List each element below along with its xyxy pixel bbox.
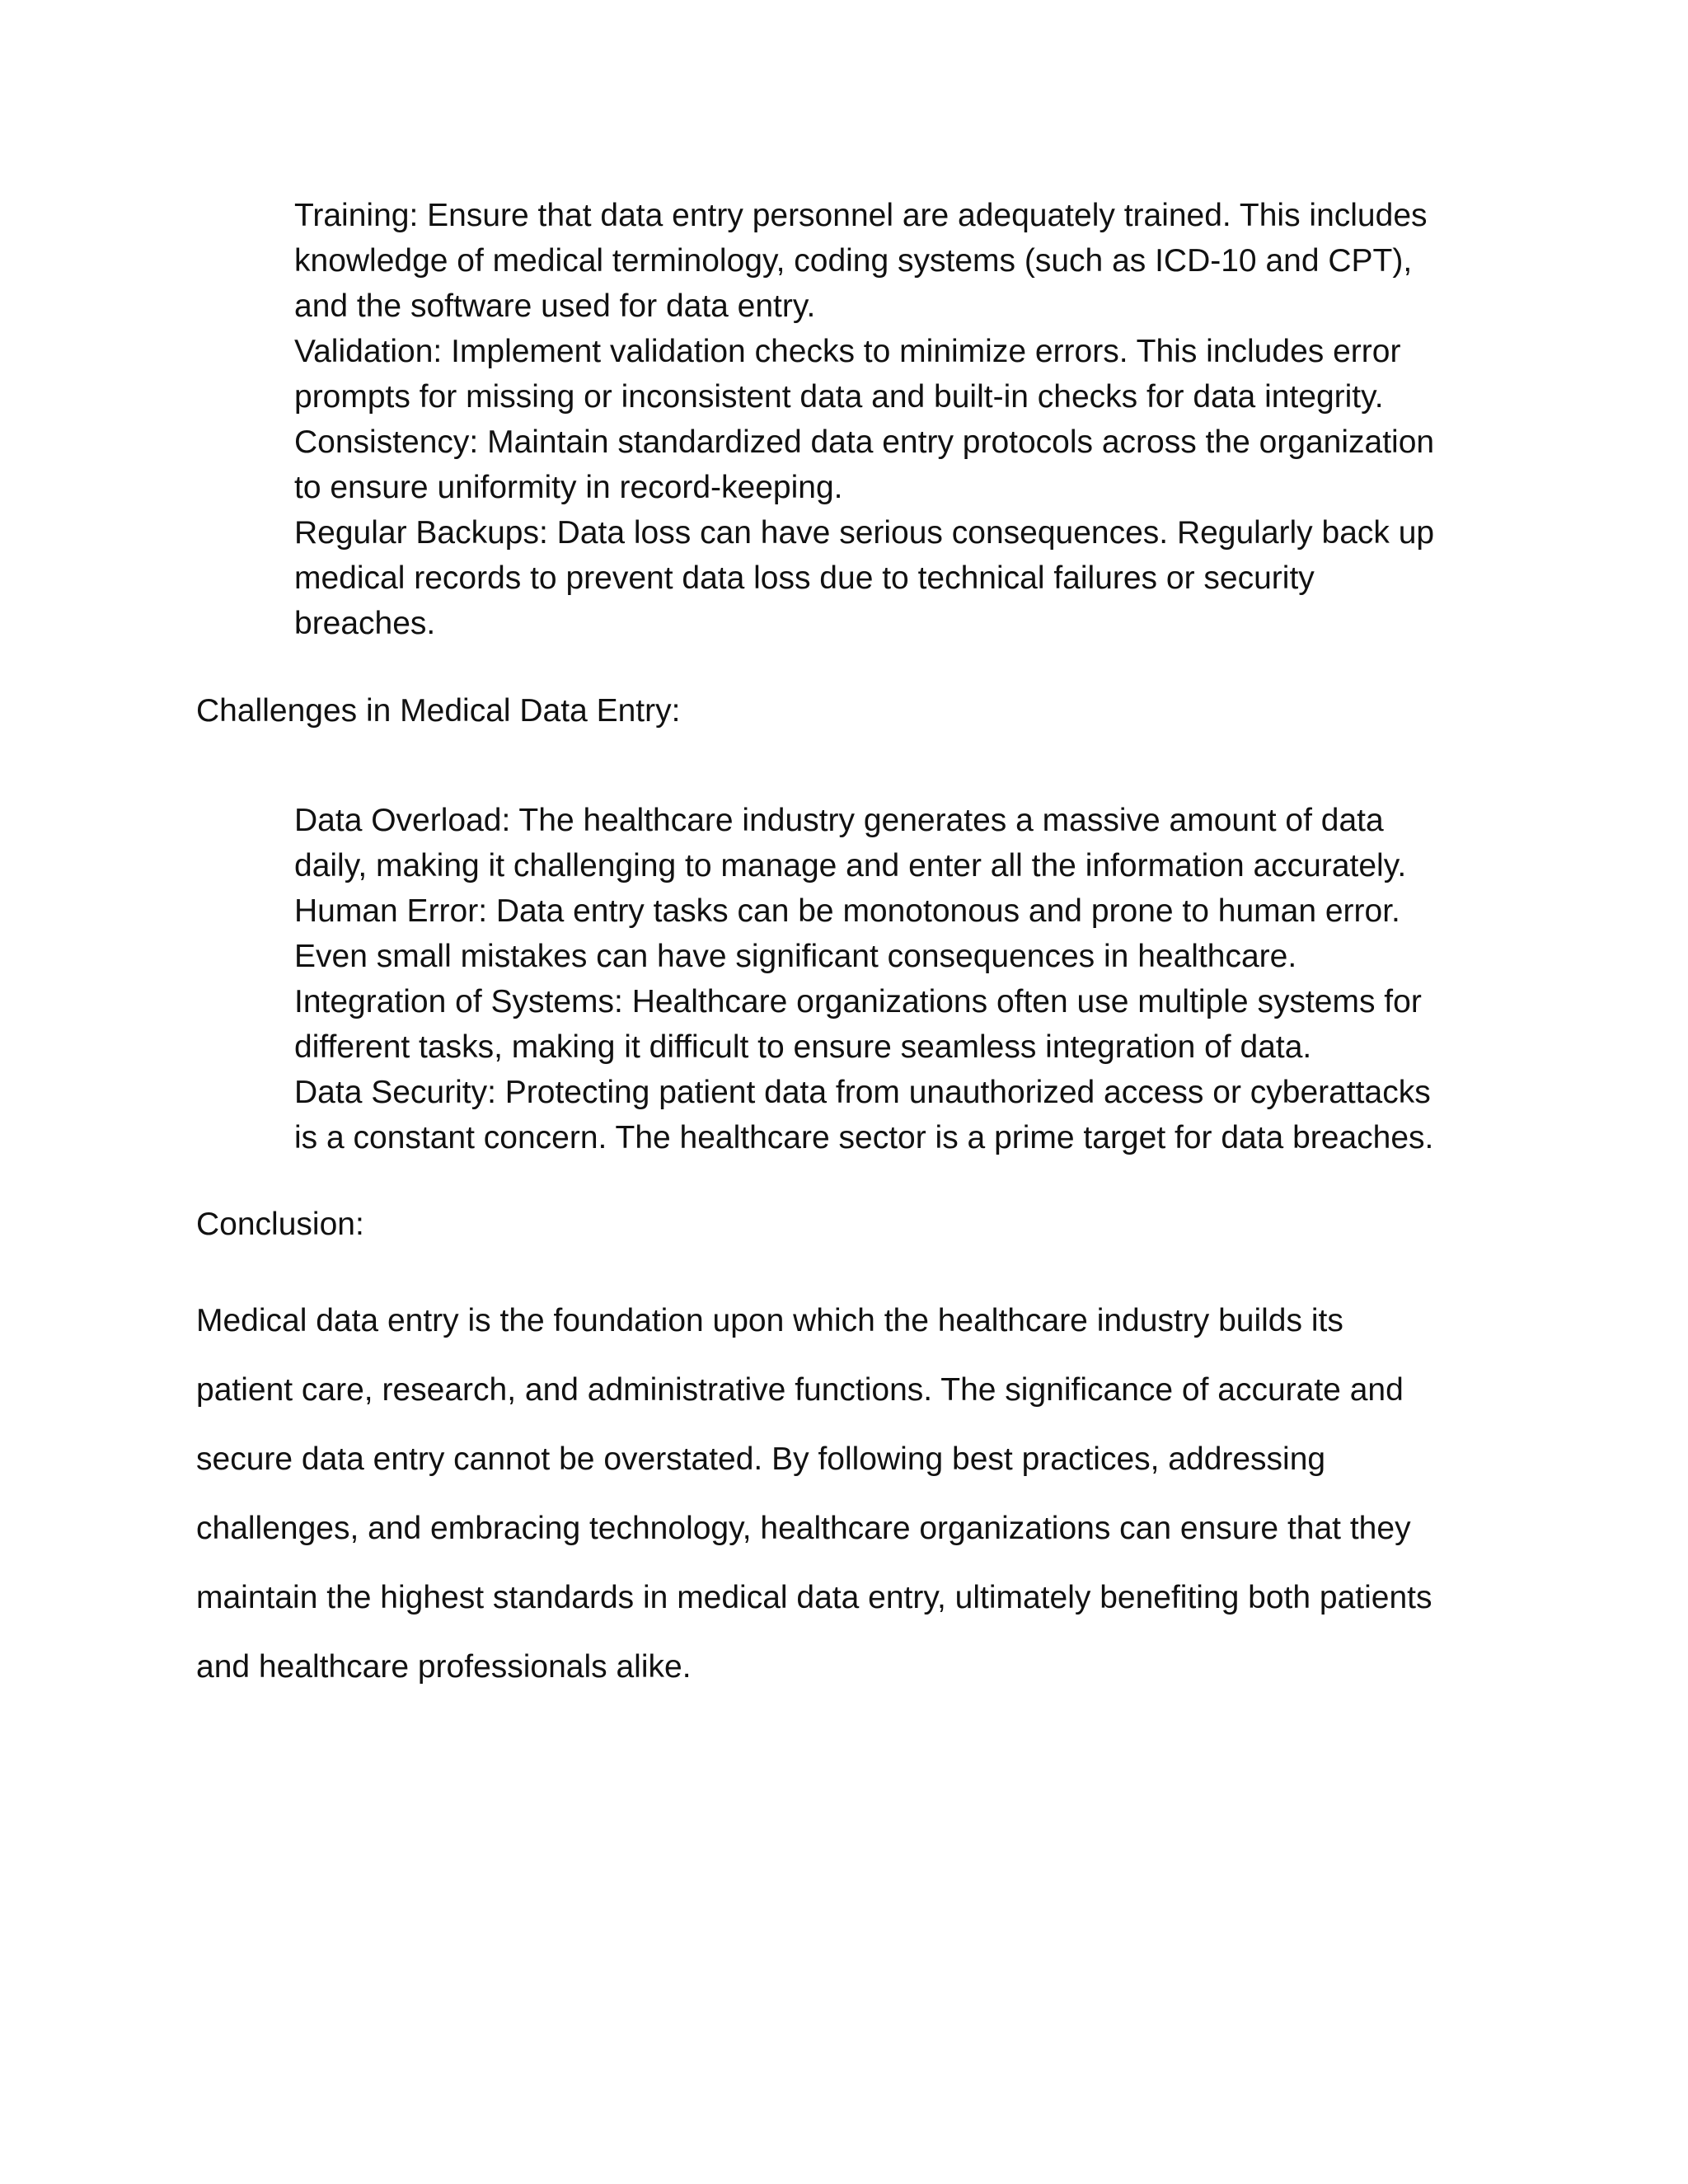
best-practices-list [294, 193, 1498, 646]
text-line: Human Error: Data entry tasks can be monotonous and prone to human error. [294, 893, 1400, 929]
text-line: is a constant concern. The healthcare sector is a prime target for data breaches. [294, 1120, 1434, 1155]
text-line: Regular Backups: Data loss can have serious consequences. Regularly back up [294, 515, 1435, 551]
list-item-data-security [294, 1070, 1498, 1160]
text-line: Validation: Implement validation checks to minimize errors. This includes error [294, 334, 1401, 369]
text-line: medical records to prevent data loss due to technical failures or security [294, 560, 1315, 596]
list-item-consistency [294, 419, 1498, 510]
text-line: daily, making it challenging to manage and enter all the information accurately. [294, 848, 1407, 883]
list-item-data-overload [294, 798, 1498, 888]
list-item-human-error [294, 888, 1498, 979]
text-line: Data Overload: The healthcare industry generates a massive amount of data [294, 803, 1384, 838]
text-line: different tasks, making it difficult to ensure seamless integration of data. [294, 1029, 1312, 1065]
text-line: Data Security: Protecting patient data from unauthorized access or cyberattacks [294, 1075, 1431, 1110]
list-item-regular-backups [294, 510, 1498, 646]
text-line: maintain the highest standards in medical data entry, ultimately benefiting both patients [196, 1580, 1432, 1615]
text-line: Even small mistakes can have significant consequences in healthcare. [294, 939, 1297, 974]
text-line: Consistency: Maintain standardized data entry protocols across the organization [294, 424, 1435, 460]
text-line: patient care, research, and administrative functions. The significance of accurate and [196, 1372, 1404, 1408]
challenges-heading: Challenges in Medical Data Entry: [196, 693, 681, 729]
text-line: Medical data entry is the foundation upon which the healthcare industry builds its [196, 1303, 1343, 1338]
text-line: knowledge of medical terminology, coding systems (such as ICD-10 and CPT), [294, 243, 1413, 279]
text-line: secure data entry cannot be overstated. By following best practices, addressing [196, 1441, 1326, 1477]
text-line: and the software used for data entry. [294, 288, 816, 324]
conclusion-heading: Conclusion: [196, 1207, 364, 1242]
text-line: Training: Ensure that data entry personnel are adequately trained. This includes [294, 198, 1428, 233]
conclusion-paragraph [196, 1286, 1515, 1702]
challenges-list [294, 798, 1498, 1160]
text-line: and healthcare professionals alike. [196, 1649, 692, 1685]
list-item-validation [294, 329, 1498, 419]
text-line: prompts for missing or inconsistent data and built-in checks for data integrity. [294, 379, 1384, 415]
text-line: Integration of Systems: Healthcare organizations often use multiple systems for [294, 984, 1422, 1019]
list-item-training [294, 193, 1498, 329]
list-item-integration-of-systems [294, 979, 1498, 1070]
text-line: breaches. [294, 606, 436, 641]
text-line: challenges, and embracing technology, healthcare organizations can ensure that they [196, 1511, 1411, 1546]
text-line: to ensure uniformity in record-keeping. [294, 470, 843, 505]
